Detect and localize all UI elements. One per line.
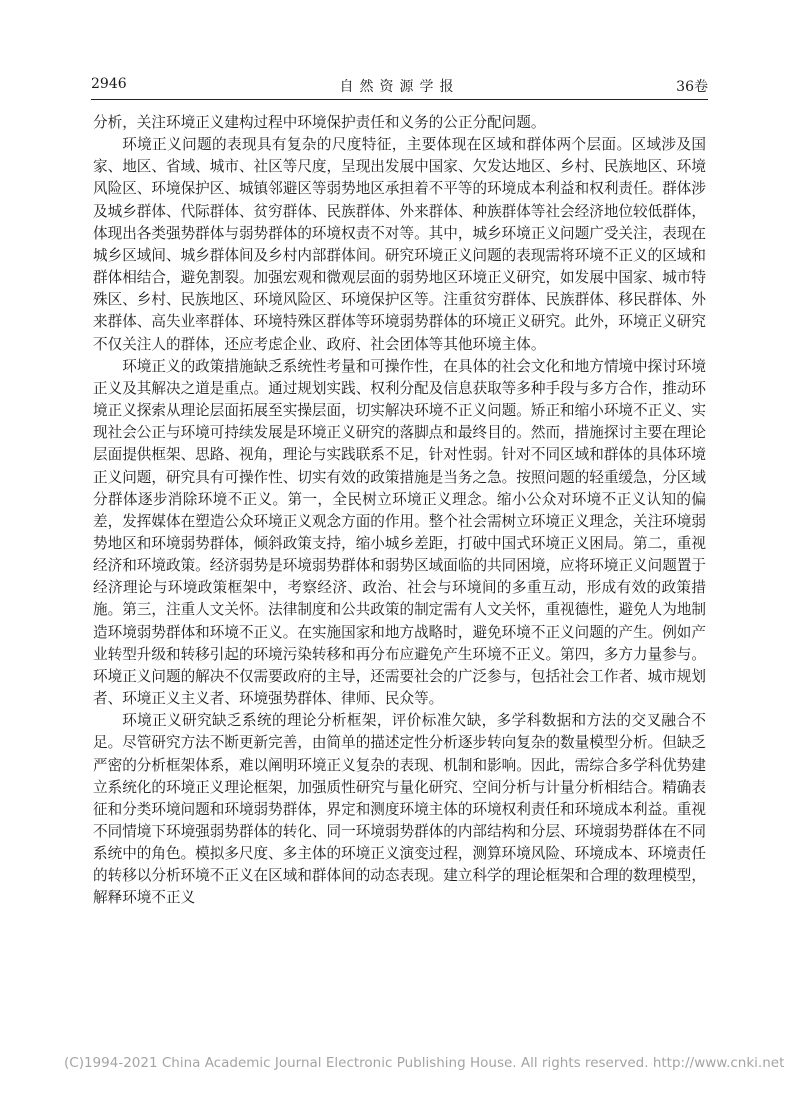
journal-title: 自然资源学报: [339, 79, 460, 95]
copyright-watermark: (C)1994-2021 China Academic Journal Electronic Publishing House. All rights reserved. http://www.cnki.net: [64, 1055, 785, 1071]
paragraph-theory-framework: 环境正义研究缺乏系统的理论分析框架，评价标准欠缺，多学科数据和方法的交叉融合不足。尽管研究方法不断更新完善，由简单的描述定性分析逐步转向复杂的数量模型分析。但缺乏严密的分析框架体系，难以阐明环境正义复杂的表现、机制和影响。因此，需综合多学科优势建立系统化的环境正义理论框架，加强质性研究与量化研究、空间分析与计量分析相结合。精确表征和分类环境问题和环境弱势群体，界定和测度环境主体的环境权利责任和环境成本利益。重视不同情境下环境强弱势群体的转化、同一环境弱势群体的内部结构和分层、环境弱势群体在不同系统中的角色。模拟多尺度、多主体的环境正义演变过程，测算环境风险、环境成本、环境责任的转移以分析环境不正义在区域和群体间的动态表现。建立科学的理论框架和合理的数理模型，解释环境不正义: [93, 712, 706, 907]
article-body: [93, 112, 706, 910]
paragraph-policy-measures: 环境正义的政策措施缺乏系统性考量和可操作性，在具体的社会文化和地方情境中探讨环境正义及其解决之道是重点。通过规划实践、权利分配及信息获取等多种手段与多方合作，推动环境正义探索从理论层面拓展至实操层面，切实解决环境不正义问题。矫正和缩小环境不正义、实现社会公正与环境可持续发展是环境正义研究的落脚点和最终目的。然而，措施探讨主要在理论层面提供框架、思路、视角，理论与实践联系不足，针对性弱。针对不同区域和群体的具体环境正义问题，研究具有可操作性、切实有效的政策措施是当务之急。按照问题的轻重缓急，分区域分群体逐步消除环境不正义。第一，全民树立环境正义理念。缩小公众对环境不正义认知的偏差，发挥媒体在塑造公众环境正义观念方面的作用。整个社会需树立环境正义理念，关注环境弱势地区和环境弱势群体，倾斜政策支持，缩小城乡差距，打破中国式环境正义困局。第二，重视经济和环境政策。经济弱势是环境弱势群体和弱势区域面临的共同困境，应将环境正义问题置于经济理论与环境政策框架中，考察经济、政治、社会与环境间的多重互动，形成有效的政策措施。第三，注重人文关怀。法律制度和公共政策的制定需有人文关怀，重视德性，避免人为地制造环境弱势群体和环境不正义。在实施国家和地方战略时，避免环境不正义问题的产生。例如产业转型升级和转移引起的环境污染转移和再分布应避免产生环境不正义。第四，多方力量参与。环境正义问题的解决不仅需要政府的主导，还需要社会的广泛参与，包括社会工作者、城市规划者、环境正义主义者、环境强势群体、律师、民众等。: [93, 357, 706, 708]
running-header: [91, 74, 708, 96]
page-number: 2946: [91, 76, 127, 92]
paragraph-scale-features: 环境正义问题的表现具有复杂的尺度特征，主要体现在区域和群体两个层面。区域涉及国家、地区、省域、城市、社区等尺度，呈现出发展中国家、欠发达地区、乡村、民族地区、环境风险区、环境保护区、城镇邻避区等弱势地区承担着不平等的环境成本利益和权利责任。群体涉及城乡群体、代际群体、贫穷群体、民族群体、外来群体、种族群体等社会经济地位较低群体，体现出各类强势群体与弱势群体的环境权责不对等。其中，城乡环境正义问题广受关注，表现在城乡区域间、城乡群体间及乡村内部群体间。研究环境正义问题的表现需将环境不正义的区域和群体相结合，避免割裂。加强宏观和微观层面的弱势地区环境正义研究，如发展中国家、城市特殊区、乡村、民族地区、环境风险区、环境保护区等。注重贫穷群体、民族群体、移民群体、外来群体、高失业率群体、环境特殊区群体等环境弱势群体的环境正义研究。此外，环境正义研究不仅关注人的群体，还应考虑企业、政府、社会团体等其他环境主体。: [93, 136, 706, 353]
volume-label: 36卷: [676, 79, 708, 95]
header-rule: [91, 99, 708, 100]
paragraph-continued: 分析，关注环境正义建构过程中环境保护责任和义务的公正分配问题。: [93, 114, 546, 131]
